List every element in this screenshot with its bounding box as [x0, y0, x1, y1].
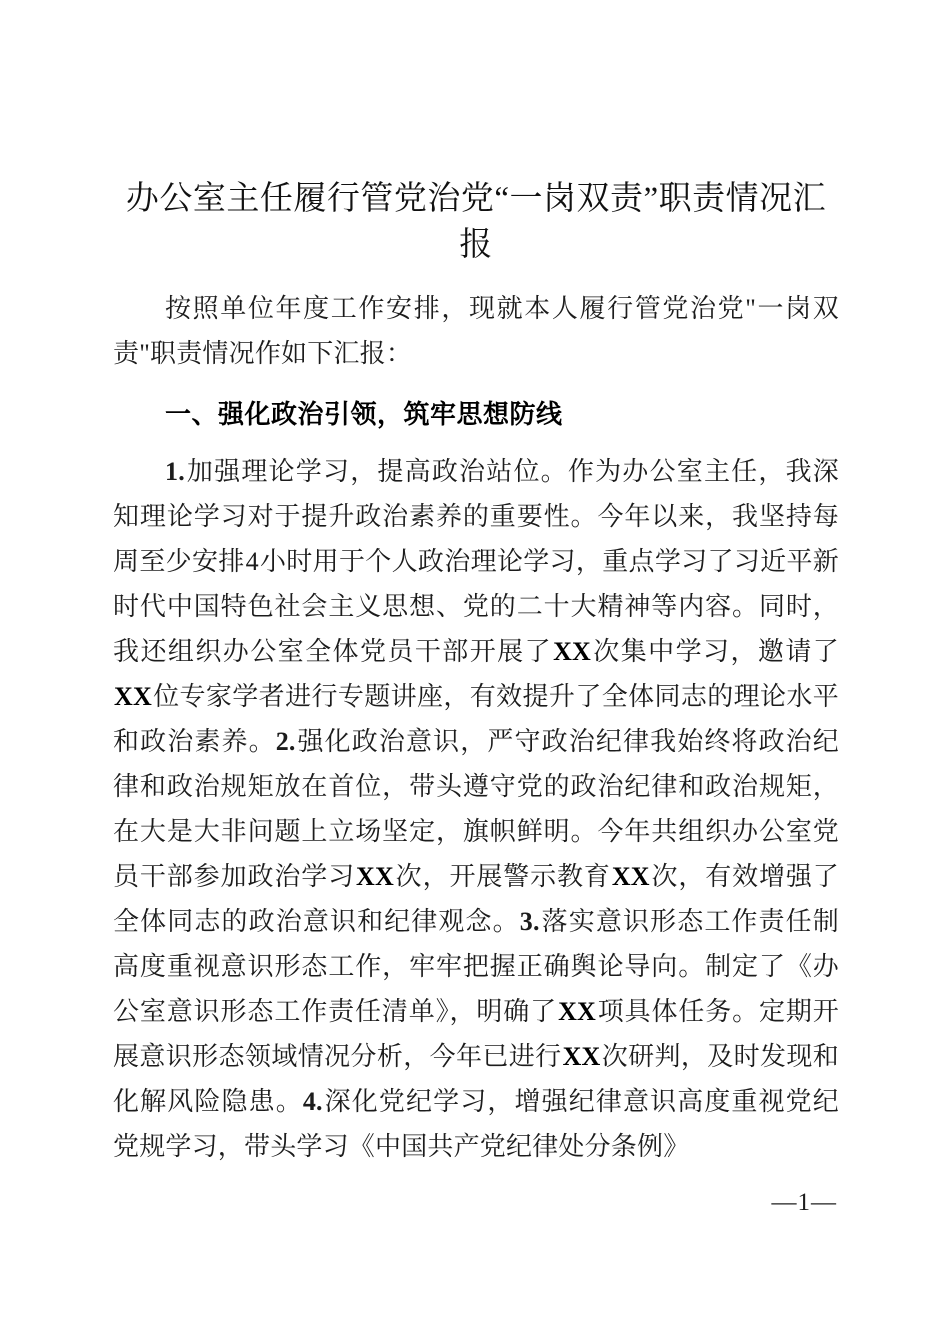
numeric-value: 4	[245, 547, 259, 576]
list-item-number: 2.	[275, 727, 296, 756]
placeholder-token: XX	[553, 637, 592, 666]
section-heading-1: 一、强化政治引领，筑牢思想防线	[165, 399, 563, 429]
page-content	[113, 0, 839, 1169]
list-item-number: 1.	[165, 457, 185, 486]
list-item-number: 4.	[302, 1087, 323, 1116]
list-item-number: 3.	[519, 907, 540, 936]
intro-paragraph: 按照单位年度工作安排，现就本人履行管党治党"一岗双责"职责情况作如下汇报：	[113, 294, 839, 368]
section-1-body-paragraph: 1.加强理论学习，提高政治站位。作为办公室主任，我深知理论学习对于提升政治素养的重要性。今年以来，我坚持每周至少安排4小时用于个人政治理论学习，重点学习了习近平新时代中国特色社会主义思想、党的二十大精神等内容。同时，我还组织办公室全体党员干部开展了XX次集中学习，邀请了XX位专家学者进行专题讲座，有效提升了全体同志的理论水平和政治素养。2.强化政治意识，严守政治纪律我始终将政治纪律和政治规矩放在首位，带头遵守党的政治纪律和政治规矩，在大是大非问题上立场坚定，旗帜鲜明。今年共组织办公室党员干部参加政治学习XX次，开展警示教育XX次，有效增强了全体同志的政治意识和纪律观念。3.落实意识形态工作责任制高度重视意识形态工作，牢牢把握正确舆论导向。制定了《办公室意识形态工作责任清单》，明确了XX项具体任务。定期开展意识形态领域情况分析，今年已进行XX次研判，及时发现和化解风险隐患。4.深化党纪学习，增强纪律意识高度重视党纪党规学习，带头学习《中国共产党纪律处分条例》	[113, 457, 840, 1161]
placeholder-token: XX	[611, 862, 650, 891]
placeholder-token: XX	[558, 997, 597, 1026]
placeholder-token: XX	[562, 1042, 601, 1071]
placeholder-token: XX	[114, 682, 152, 711]
page-number-footer: —1—	[771, 1189, 837, 1216]
placeholder-token: XX	[356, 862, 394, 891]
page-title: 办公室主任履行管党治党“一岗双责”职责情况汇报	[125, 181, 827, 263]
